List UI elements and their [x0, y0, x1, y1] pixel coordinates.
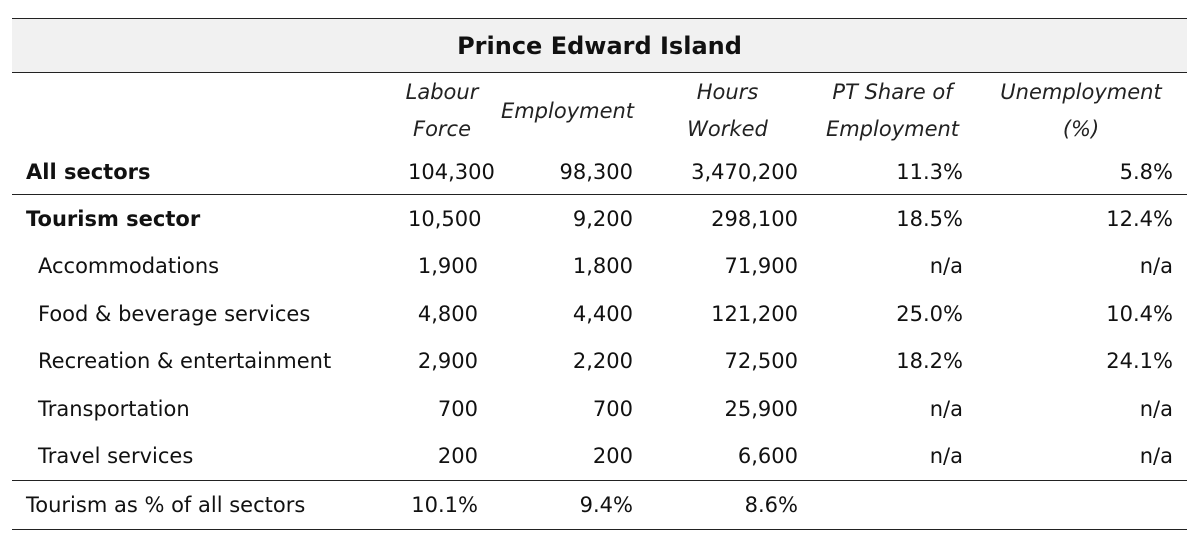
- row-label: Recreation & entertainment: [38, 349, 332, 374]
- cell-unemployment: n/a: [1139, 254, 1173, 279]
- cell-pt-share: n/a: [929, 254, 963, 279]
- cell-labour-force: 200: [394, 433, 490, 481]
- cell-hours-worked: 8.6%: [645, 481, 810, 530]
- cell-hours-worked: 25,900: [724, 396, 798, 421]
- cell-employment: 2,200: [572, 349, 633, 374]
- row-label: Food & beverage services: [38, 301, 311, 326]
- cell-labour-force: 1,900: [417, 254, 478, 279]
- table-row-all-sectors: [12, 149, 1187, 195]
- table-row-recreation-entertainment: [12, 338, 1187, 386]
- header-employment-line1: Employment: [500, 98, 635, 123]
- table-row-tourism-percent: [12, 481, 1187, 530]
- cell-unemployment: 10.4%: [1106, 301, 1173, 326]
- header-unemployment-line2: (%): [1062, 117, 1100, 141]
- cell-pt-share: [810, 481, 975, 530]
- cell-labour-force: 2,900: [417, 349, 478, 374]
- cell-hours-worked: 71,900: [724, 254, 798, 279]
- header-pt-share-line1: PT Share of: [832, 80, 953, 104]
- cell-unemployment: 5.8%: [975, 149, 1187, 195]
- header-pt-share: [810, 73, 975, 150]
- table-title: Prince Edward Island: [12, 19, 1187, 73]
- header-employment: [490, 73, 645, 150]
- column-header-row: [12, 73, 1187, 150]
- header-unemployment: [975, 73, 1187, 150]
- row-label: Tourism sector: [26, 206, 201, 231]
- header-labour-force: [394, 73, 490, 150]
- header-hours-worked-line1: Hours: [696, 80, 759, 104]
- cell-pt-share: n/a: [810, 433, 975, 481]
- cell-employment: 200: [490, 433, 645, 481]
- cell-unemployment: n/a: [1139, 396, 1173, 421]
- cell-pt-share: 18.5%: [896, 206, 963, 231]
- cell-pt-share: n/a: [929, 396, 963, 421]
- cell-hours-worked: 72,500: [724, 349, 798, 374]
- table-row-food-beverage: [12, 290, 1187, 338]
- cell-pt-share: 11.3%: [810, 149, 975, 195]
- row-label: All sectors: [12, 149, 394, 195]
- row-label: Accommodations: [38, 254, 220, 279]
- table-row-tourism-sector: [12, 195, 1187, 243]
- header-hours-worked-line2: Worked: [687, 117, 768, 141]
- cell-unemployment: 24.1%: [1106, 349, 1173, 374]
- header-pt-share-line2: Employment: [825, 117, 960, 141]
- table-row-travel-services: [12, 433, 1187, 481]
- row-label: Travel services: [12, 433, 394, 481]
- row-label: Tourism as % of all sectors: [12, 481, 394, 530]
- header-labour-force-line1: Labour: [405, 80, 479, 104]
- tourism-employment-table: [12, 18, 1187, 530]
- cell-labour-force: 10,500: [408, 206, 482, 231]
- cell-unemployment: n/a: [975, 433, 1187, 481]
- data-table-container: [12, 18, 1187, 530]
- cell-employment: 1,800: [572, 254, 633, 279]
- cell-employment: 700: [592, 396, 633, 421]
- cell-unemployment: 12.4%: [1106, 206, 1173, 231]
- cell-employment: 4,400: [572, 301, 633, 326]
- cell-employment: 98,300: [490, 149, 645, 195]
- cell-labour-force: 4,800: [417, 301, 478, 326]
- table-title-row: [12, 19, 1187, 73]
- cell-labour-force: 10.1%: [394, 481, 490, 530]
- table-row-accommodations: [12, 243, 1187, 291]
- cell-hours-worked: 6,600: [645, 433, 810, 481]
- cell-labour-force: 104,300: [394, 149, 490, 195]
- cell-hours-worked: 298,100: [711, 206, 798, 231]
- cell-hours-worked: 121,200: [711, 301, 798, 326]
- cell-pt-share: 18.2%: [896, 349, 963, 374]
- cell-unemployment: [975, 481, 1187, 530]
- row-label: Transportation: [38, 396, 190, 421]
- cell-labour-force: 700: [437, 396, 478, 421]
- cell-pt-share: 25.0%: [896, 301, 963, 326]
- cell-hours-worked: 3,470,200: [645, 149, 810, 195]
- header-hours-worked: [645, 73, 810, 150]
- header-labour-force-line2: Force: [412, 117, 472, 141]
- header-blank: [12, 73, 394, 150]
- table-row-transportation: [12, 385, 1187, 433]
- cell-employment: 9,200: [572, 206, 633, 231]
- cell-employment: 9.4%: [490, 481, 645, 530]
- header-unemployment-line1: Unemployment: [1000, 80, 1162, 104]
